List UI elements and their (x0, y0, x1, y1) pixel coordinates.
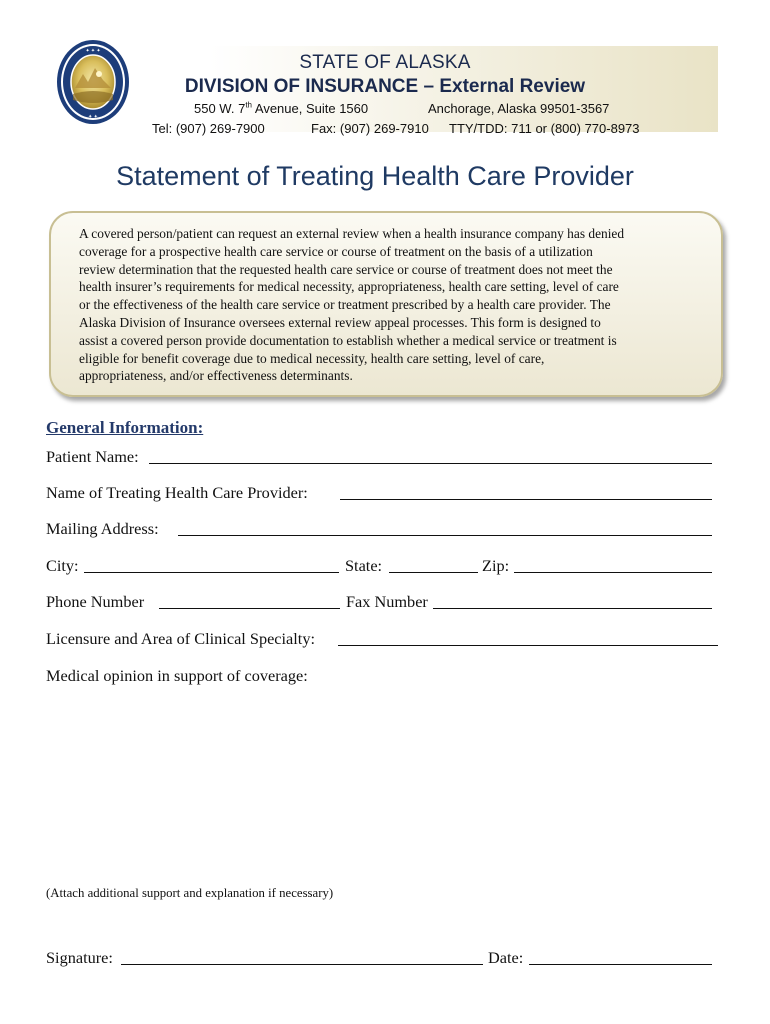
header-city: Anchorage, Alaska 99501-3567 (428, 101, 610, 116)
section-general-information: General Information: (46, 418, 204, 437)
city-field[interactable] (84, 572, 339, 573)
attach-note: (Attach additional support and explanation if necessary) (46, 886, 334, 900)
intro-line: coverage for a prospective health care service or course of treatment on the basis of a utilization (79, 243, 593, 259)
patient-name-field[interactable] (149, 463, 712, 464)
intro-text (79, 225, 705, 385)
state-label: State: (345, 556, 383, 575)
intro-line: assist a covered person provide documentation to establish whether a medical service or treatment is (79, 332, 617, 348)
city-label: City: (46, 556, 79, 575)
patient-name-label: Patient Name: (46, 447, 139, 466)
header-fax: Fax: (907) 269-7910 (311, 121, 429, 136)
intro-line: appropriateness, and/or effectiveness determinants. (79, 368, 353, 384)
medical-opinion-label: Medical opinion in support of coverage: (46, 666, 308, 685)
intro-line: Alaska Division of Insurance oversees external review appeal processes. This form is designed to (79, 314, 601, 330)
intro-line: A covered person/patient can request an external review when a health insurance company has denied (79, 226, 625, 241)
page-title: Statement of Treating Health Care Provider (116, 161, 634, 191)
intro-line: review determination that the requested health care service or course of treatment does not meet the (79, 261, 613, 277)
mailing-address-label: Mailing Address: (46, 519, 159, 538)
header-tel: Tel: (907) 269-7900 (152, 121, 265, 136)
header-division: DIVISION OF INSURANCE – External Review (184, 76, 586, 97)
header-state: STATE OF ALASKA (299, 52, 471, 73)
licensure-label: Licensure and Area of Clinical Specialty: (46, 629, 315, 648)
zip-label: Zip: (482, 556, 510, 575)
mailing-address-field[interactable] (178, 535, 712, 536)
header-tty: TTY/TDD: 711 or (800) 770-8973 (449, 121, 640, 136)
signature-field[interactable] (121, 964, 483, 965)
date-field[interactable] (529, 964, 712, 965)
intro-line: or the effectiveness of the health care service or treatment prescribed by a health care provider. The (79, 297, 611, 313)
date-label: Date: (488, 948, 524, 967)
licensure-field[interactable] (338, 645, 718, 646)
intro-line: eligible for benefit coverage due to medical necessity, health care setting, level of care, (79, 350, 545, 366)
provider-name-label: Name of Treating Health Care Provider: (46, 483, 308, 502)
fax-field[interactable] (433, 608, 712, 609)
zip-field[interactable] (514, 572, 712, 573)
phone-label: Phone Number (46, 592, 145, 611)
fax-label: Fax Number (346, 592, 428, 611)
phone-field[interactable] (159, 608, 340, 609)
intro-line: health insurer’s requirements for medical necessity, appropriateness, health care setting, level of care (79, 279, 619, 295)
provider-name-field[interactable] (340, 499, 712, 500)
svg-text:✦ ✦ ✦: ✦ ✦ ✦ (85, 49, 101, 54)
svg-text:✦ ✦: ✦ ✦ (88, 115, 98, 120)
signature-label: Signature: (46, 948, 113, 967)
state-field[interactable] (389, 572, 478, 573)
header-street: 550 W. 7th Avenue, Suite 1560 (194, 100, 369, 116)
